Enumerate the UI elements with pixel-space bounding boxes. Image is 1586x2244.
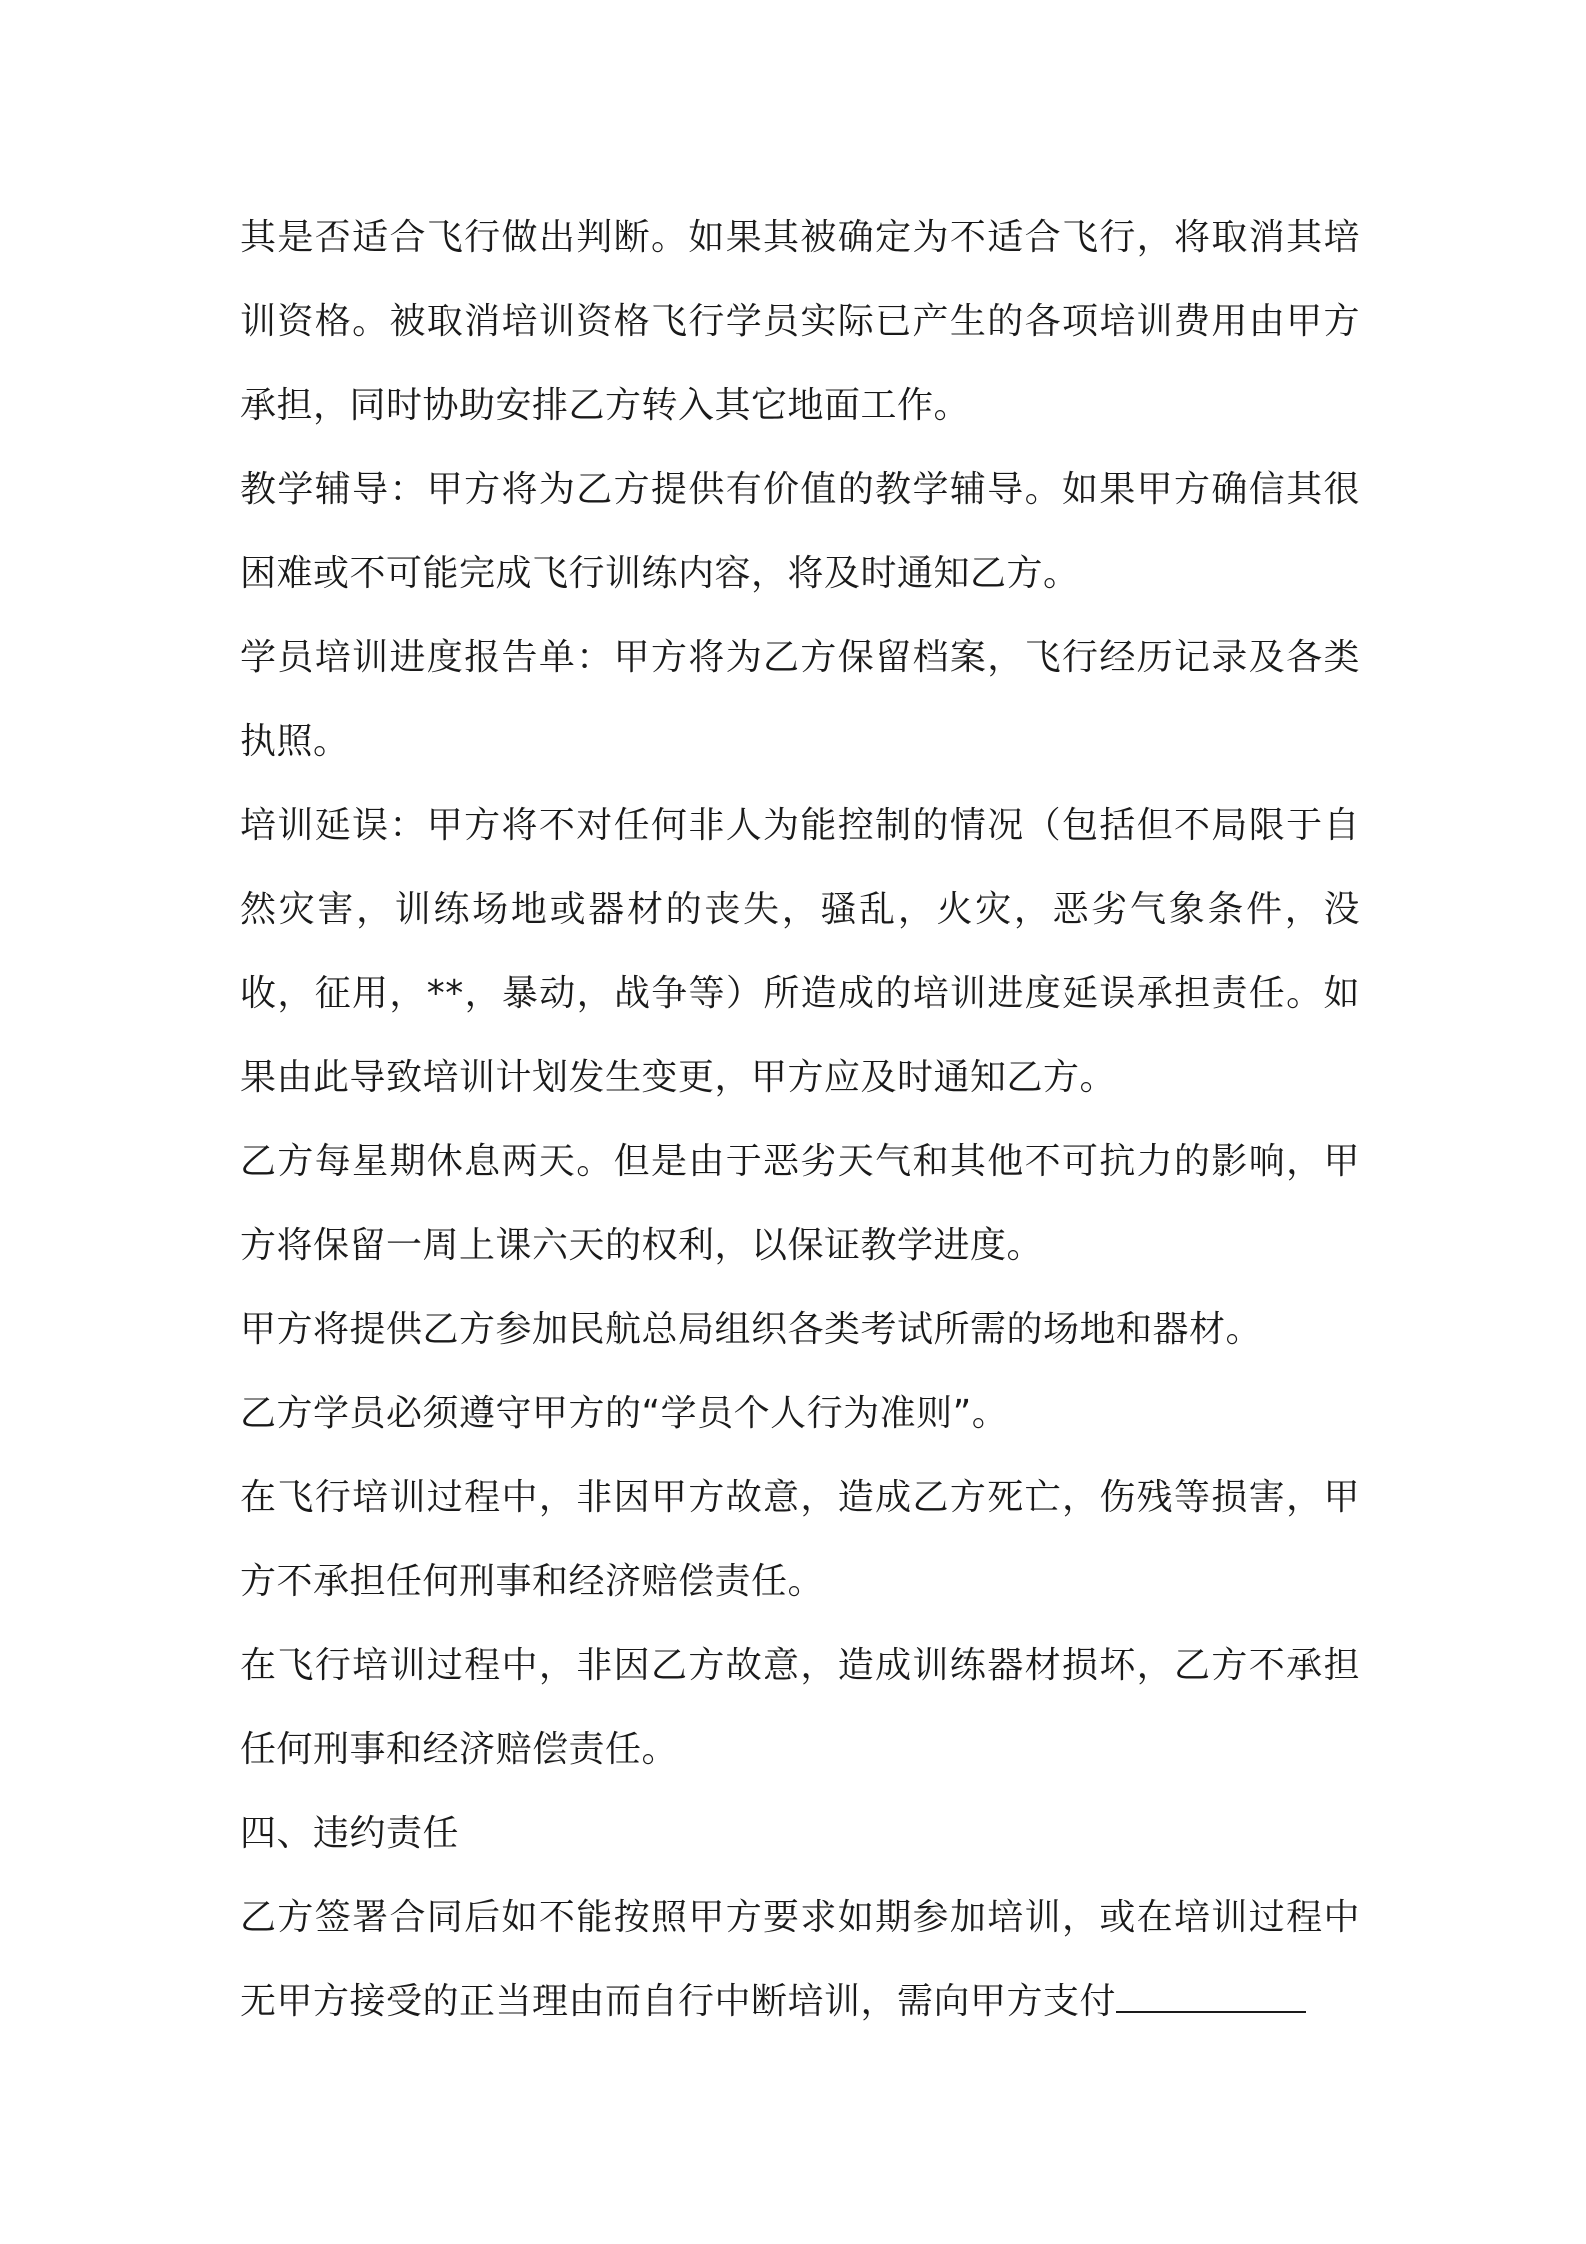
paragraph-fitness-judgment: 其是否适合飞行做出判断。如果其被确定为不适合飞行，将取消其培训资格。被取消培训资格飞行学员实际已产生的各项培训费用由甲方承担，同时协助安排乙方转入其它地面工作。 <box>240 217 1360 426</box>
paragraph-weekly-rest: 乙方每星期休息两天。但是由于恶劣天气和其他不可抗力的影响，甲方将保留一周上课六天的权利，以保证教学进度。 <box>240 1141 1360 1266</box>
paragraph-training-delay: 培训延误：甲方将不对任何非人为能控制的情况（包括但不局限于自然灾害，训练场地或器材的丧失，骚乱，火灾，恶劣气象条件，没收，征用，**，暴动，战争等）所造成的培训进度延误承担责任。如果由此导致培训计划发生变更，甲方应及时通知乙方。 <box>240 805 1360 1098</box>
paragraph-party-b-liability: 在飞行培训过程中，非因乙方故意，造成训练器材损坏，乙方不承担任何刑事和经济赔偿责任。 <box>240 1645 1360 1770</box>
document-body <box>240 196 1360 2044</box>
section-heading-breach: 四、违约责任 <box>240 1813 460 1854</box>
paragraph-breach-payment <box>240 1876 1360 2044</box>
payment-amount-blank[interactable] <box>1116 1981 1306 2013</box>
breach-payment-text: 乙方签署合同后如不能按照甲方要求如期参加培训，或在培训过程中无甲方接受的正当理由而自行中断培训，需向甲方支付 <box>240 1897 1360 2022</box>
paragraph-party-a-liability: 在飞行培训过程中，非因甲方故意，造成乙方死亡，伤残等损害，甲方不承担任何刑事和经济赔偿责任。 <box>240 1477 1360 1602</box>
paragraph-exam-facilities: 甲方将提供乙方参加民航总局组织各类考试所需的场地和器材。 <box>240 1309 1263 1350</box>
paragraph-code-of-conduct: 乙方学员必须遵守甲方的“学员个人行为准则”。 <box>240 1393 1009 1434</box>
paragraph-teaching-guidance: 教学辅导：甲方将为乙方提供有价值的教学辅导。如果甲方确信其很困难或不可能完成飞行训练内容，将及时通知乙方。 <box>240 469 1360 594</box>
paragraph-progress-report: 学员培训进度报告单：甲方将为乙方保留档案，飞行经历记录及各类执照。 <box>240 637 1360 762</box>
